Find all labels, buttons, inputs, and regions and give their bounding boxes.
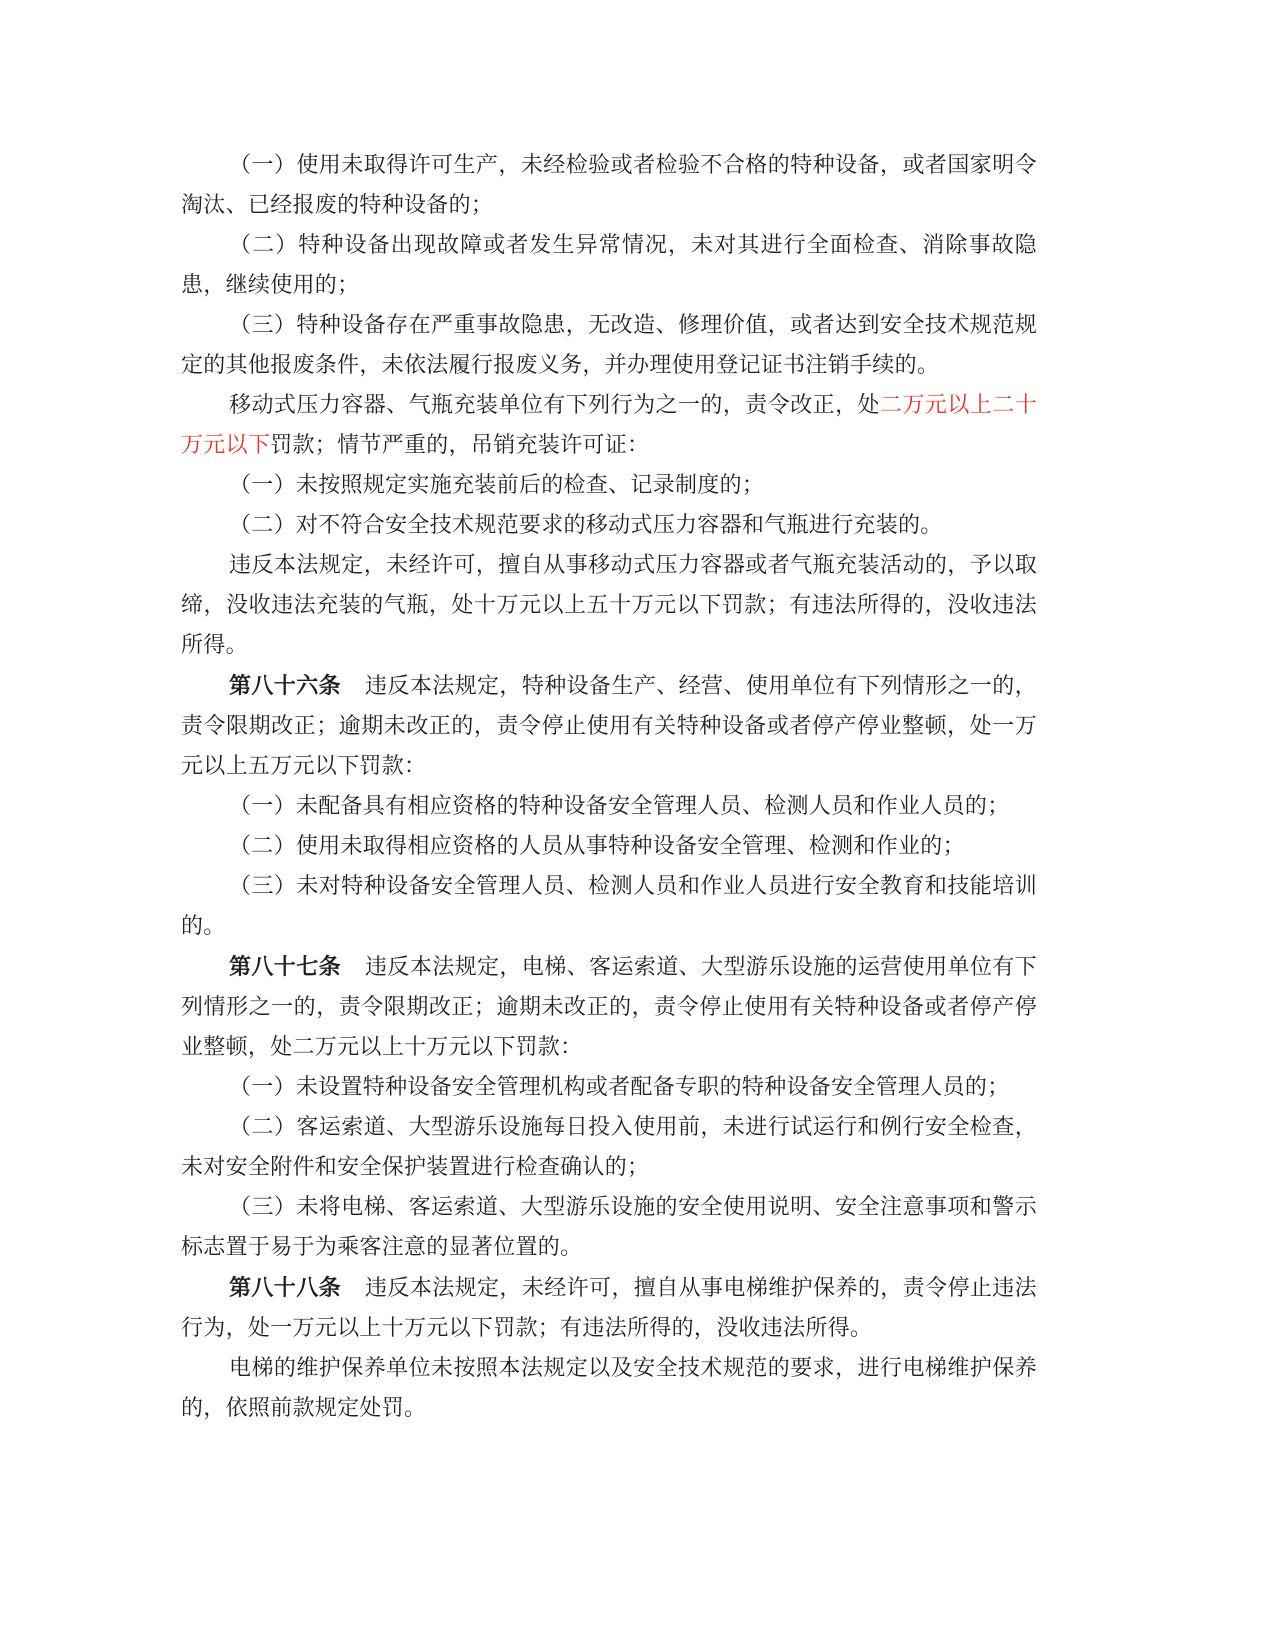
paragraph-text: （一）未按照规定实施充装前后的检查、记录制度的； — [229, 473, 765, 498]
paragraph-text: （一）未设置特种设备安全管理机构或者配备专职的特种设备安全管理人员的； — [229, 1075, 1010, 1100]
unlicensed-filling-clause — [181, 546, 1037, 666]
highlighted-penalty-amount: 二万元以上二十万元以下 — [181, 393, 1037, 458]
paragraph-text: 电梯的维护保养单位未按照本法规定以及安全技术规范的要求，进行电梯维护保养的，依照前款规定处罚。 — [181, 1356, 1037, 1421]
clause-1-item-3 — [181, 306, 1037, 386]
article-88-paragraph-2 — [181, 1349, 1037, 1429]
document-page — [181, 146, 1037, 1429]
filling-item-1 — [181, 466, 1037, 506]
article-87 — [181, 947, 1037, 1068]
paragraph-text: （一）使用未取得许可生产，未经检验或者检验不合格的特种设备，或者国家明令淘汰、已经报废的特种设备的； — [181, 153, 1037, 218]
article-88 — [181, 1268, 1037, 1349]
article-number: 第八十六条 — [229, 673, 342, 699]
paragraph-text-before: 移动式压力容器、气瓶充装单位有下列行为之一的，责令改正，处 — [229, 393, 880, 418]
article-87-item-1 — [181, 1068, 1037, 1108]
paragraph-text: （三）特种设备存在严重事故隐患，无改造、修理价值，或者达到安全技术规范规定的其他报废条件，未依法履行报废义务，并办理使用登记证书注销手续的。 — [181, 313, 1037, 378]
paragraph-text: （一）未配备具有相应资格的特种设备安全管理人员、检测人员和作业人员的； — [229, 794, 1010, 819]
paragraph-text: 违反本法规定，未经许可，擅自从事电梯维护保养的，责令停止违法行为，处一万元以上十万元以下罚款；有违法所得的，没收违法所得。 — [181, 1276, 1037, 1341]
article-86-item-3 — [181, 867, 1037, 947]
paragraph-text: （二）特种设备出现故障或者发生异常情况，未对其进行全面检查、消除事故隐患，继续使用的； — [181, 233, 1037, 298]
paragraph-text-after: 罚款；情节严重的，吊销充装许可证： — [270, 433, 650, 458]
paragraph-text: （二）客运索道、大型游乐设施每日投入使用前，未进行试运行和例行安全检查，未对安全附件和安全保护装置进行检查确认的； — [181, 1115, 1037, 1180]
filling-unit-clause — [181, 386, 1037, 466]
clause-1-item-2 — [181, 226, 1037, 306]
paragraph-text: 违反本法规定，特种设备生产、经营、使用单位有下列情形之一的，责令限期改正；逾期未改正的，责令停止使用有关特种设备或者停产停业整顿，处一万元以上五万元以下罚款： — [181, 674, 1037, 779]
clause-1-item-1 — [181, 146, 1037, 226]
paragraph-text: （二）对不符合安全技术规范要求的移动式压力容器和气瓶进行充装的。 — [229, 513, 943, 538]
article-87-item-3 — [181, 1188, 1037, 1268]
article-86-item-2 — [181, 827, 1037, 867]
filling-item-2 — [181, 506, 1037, 546]
article-87-item-2 — [181, 1108, 1037, 1188]
article-86 — [181, 666, 1037, 787]
paragraph-text: （二）使用未取得相应资格的人员从事特种设备安全管理、检测和作业的； — [229, 834, 965, 859]
article-86-item-1 — [181, 787, 1037, 827]
paragraph-text: 违反本法规定，未经许可，擅自从事移动式压力容器或者气瓶充装活动的，予以取缔，没收违法充装的气瓶，处十万元以上五十万元以下罚款；有违法所得的，没收违法所得。 — [181, 553, 1037, 658]
paragraph-text: （三）未将电梯、客运索道、大型游乐设施的安全使用说明、安全注意事项和警示标志置于易于为乘客注意的显著位置的。 — [181, 1195, 1037, 1260]
paragraph-text: 违反本法规定，电梯、客运索道、大型游乐设施的运营使用单位有下列情形之一的，责令限期改正；逾期未改正的，责令停止使用有关特种设备或者停产停业整顿，处二万元以上十万元以下罚款： — [181, 955, 1037, 1060]
article-number: 第八十七条 — [229, 954, 342, 980]
paragraph-text: （三）未对特种设备安全管理人员、检测人员和作业人员进行安全教育和技能培训的。 — [181, 874, 1037, 939]
article-number: 第八十八条 — [229, 1275, 342, 1301]
